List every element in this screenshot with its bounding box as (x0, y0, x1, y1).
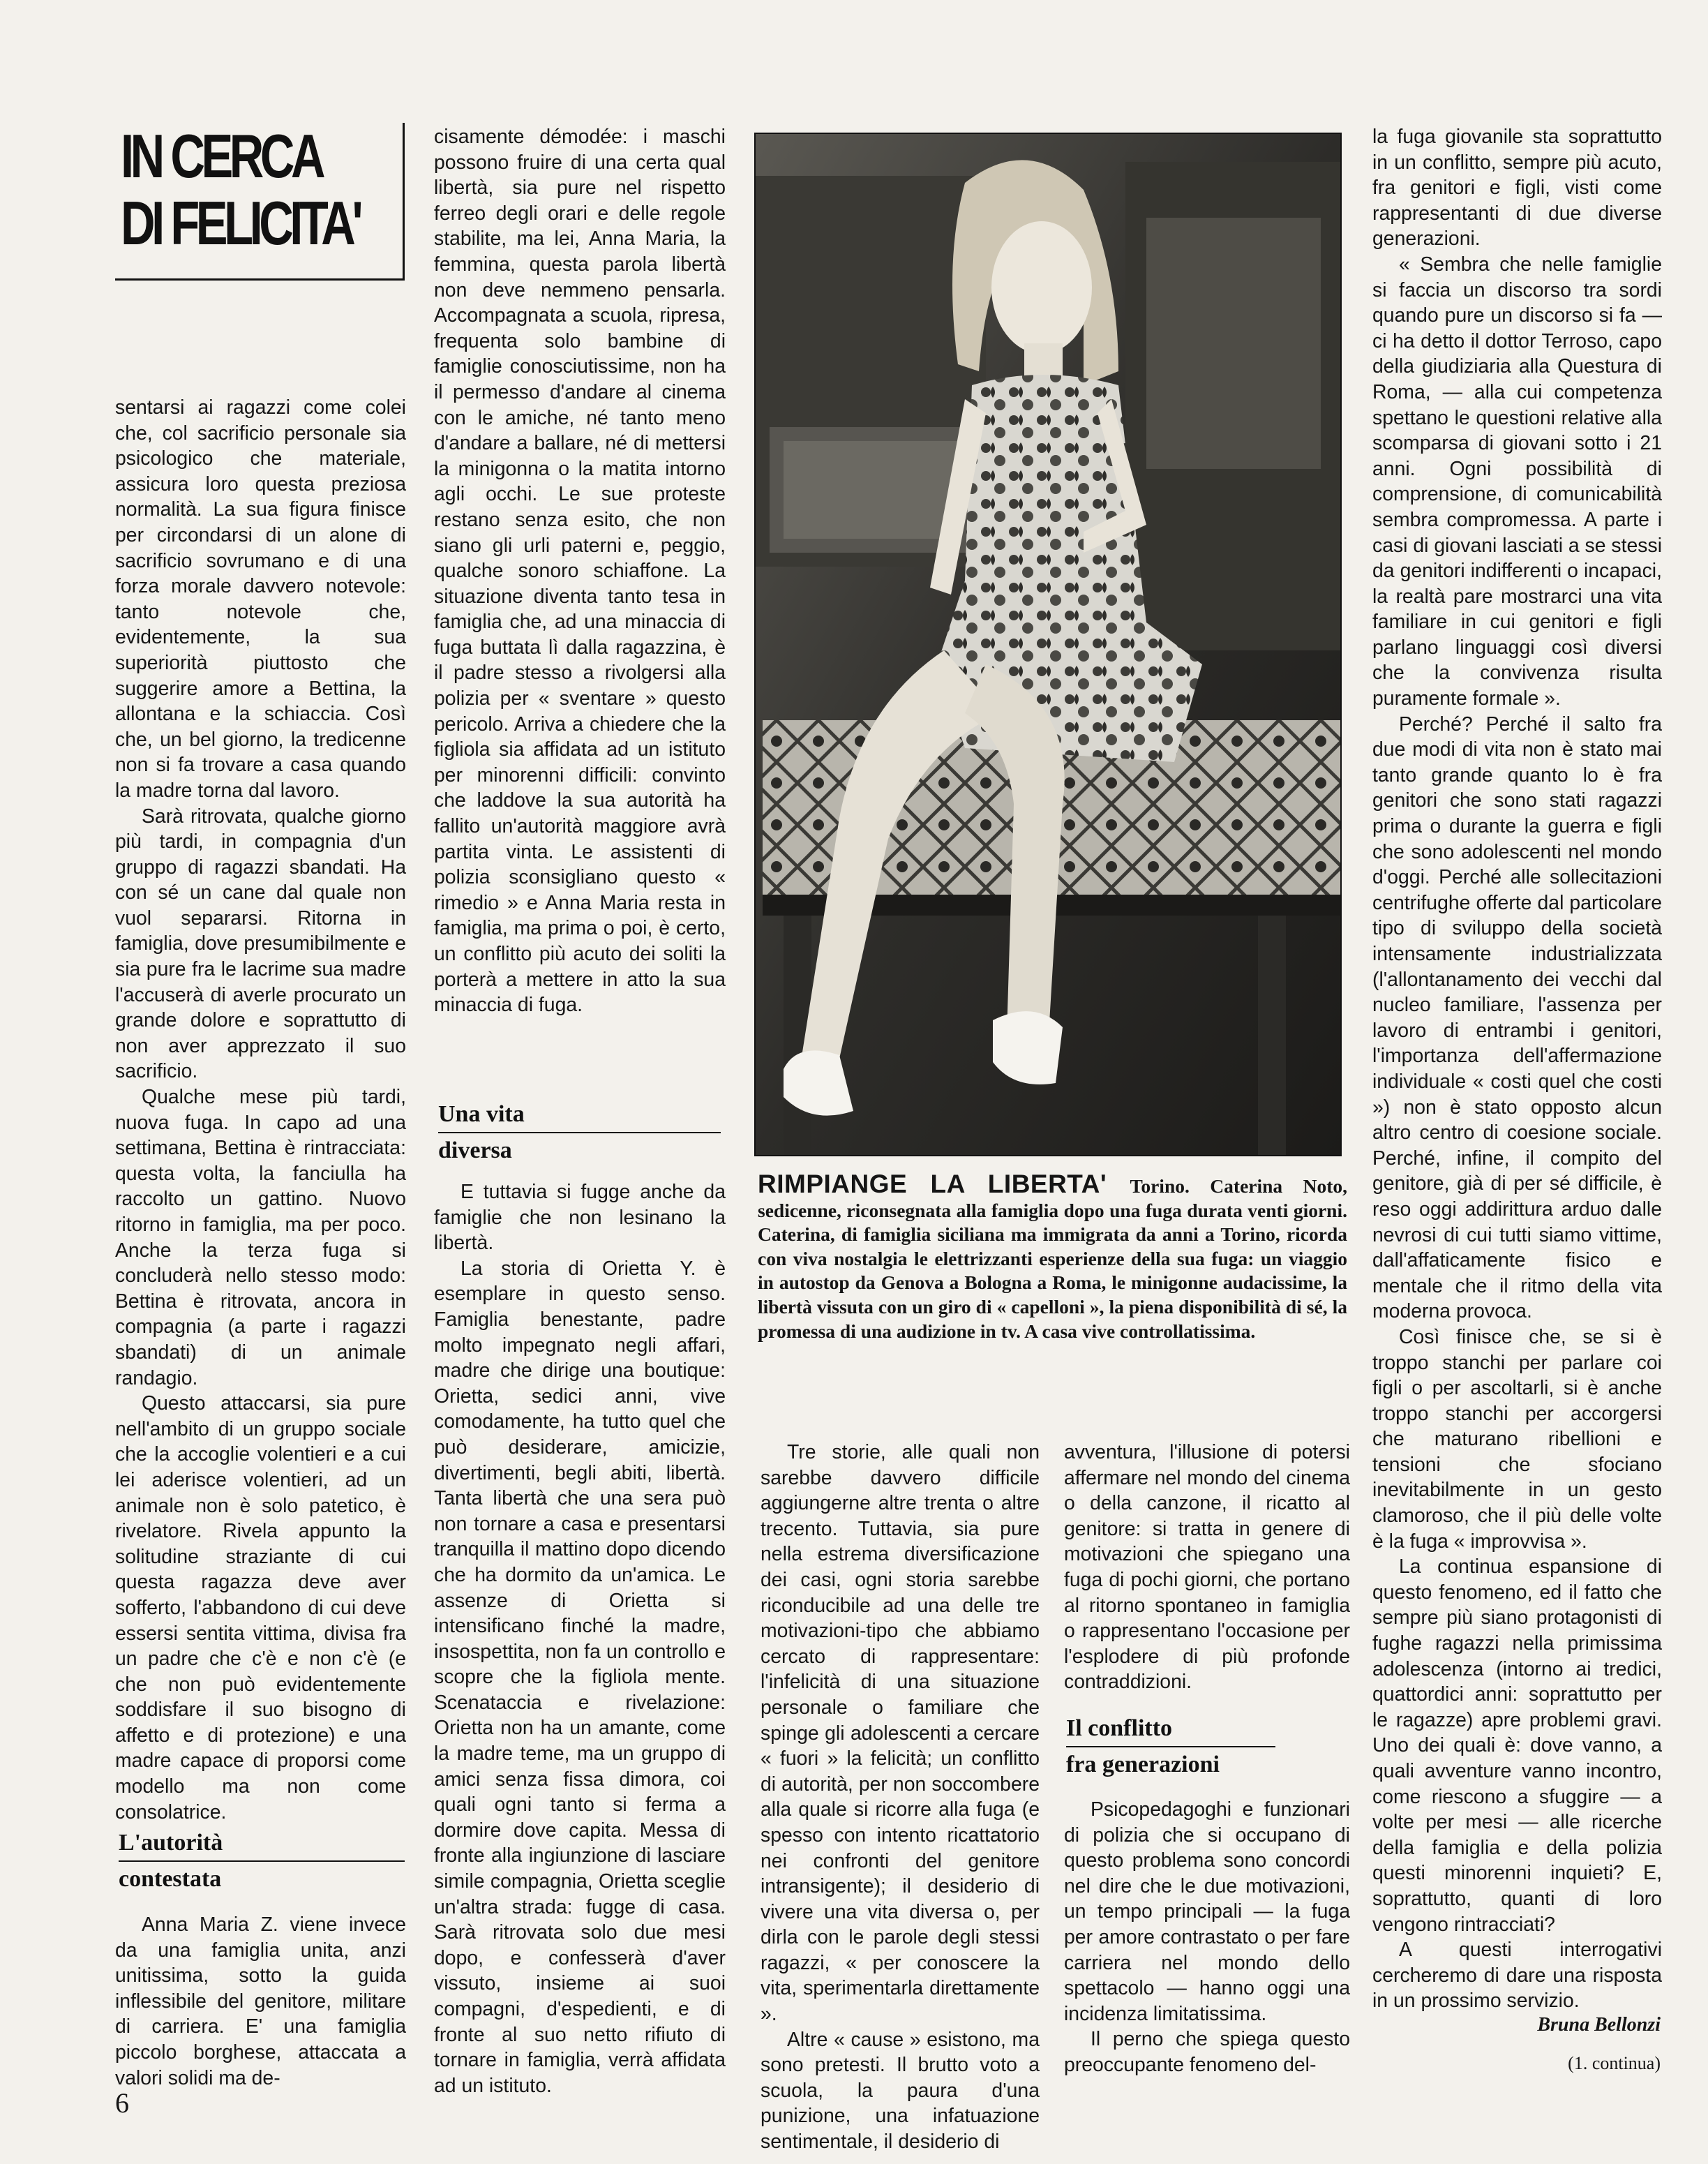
column-1 (115, 395, 406, 1825)
subhead-vita-diversa (438, 1097, 721, 1168)
continua-note: (1. continua) (1568, 2053, 1661, 2073)
col1-paragraph-2: Sarà ritrovata, qualche giorno più tardi, in compagnia d'un gruppo di ragazzi sbandati. Ha con sé un cane dal quale non vuol separarsi. Ritorna in famiglia, dove presumibilmente e sia pure fra le lacrime sua madre l'accuserà di averle procurato un grande dolore e soprattutto di non aver apprezzato il suo sacrificio. (115, 805, 406, 1083)
page-number: 6 (115, 2087, 129, 2119)
col2-paragraph-1: cisamente démodée: i maschi possono fruire di una certa qual libertà, sia pure nel rispetto ferreo degli orari e delle regole stabilite, ma lei, Anna Maria, la femmina, questa parola libertà non deve nemmeno pensarla. Accompagnata a scuola, ripresa, frequenta solo bambine di famiglie conosciutissime, non ha il permesso d'andare al cinema con le amiche, né tanto meno d'andare a ballare, né di mettersi la minigonna o la matita intorno agli occhi. Le sue proteste restano senza esito, che non siano gli urli paterni e, peggio, qualche sonoro schiaffone. La situazione diventa tanto tesa in famiglia che, ad una minaccia di fuga buttata lì dalla ragazzina, è il padre stesso a rivolgersi alla polizia per « sventare » questo pericolo. Arriva a chiedere che la figliola sia affidata ad un istituto per minorenni difficili: convinto che laddove la sua autorità ha fallito un'autorità maggiore avrà partita vinta. Le assistenti di polizia sconsigliano questo « rimedio » e Anna Maria resta in famiglia, ma prima o poi, è certo, un conflitto più acuto dei soliti la porterà a mettere in atto la sua minaccia di fuga. (434, 126, 726, 1017)
title-line-1: IN CERCA (121, 121, 322, 191)
column-4-continued (1064, 1797, 1350, 2078)
col5-paragraph-2: « Sembra che nelle famiglie si faccia un discorso tra sordi quando pure un discorso si fa — ci ha detto il dottor Terroso, capo della giudiziaria alla Questura di Roma, — alla cui competenza spettano le questioni relative alla scomparsa di giovani sotto i 21 anni. Ogni possibilità di comprensione, di comunicabilità sembra compromessa. A parte i casi di giovani lasciati a se stessi da genitori indifferenti o incapaci, la realtà pare mostrarci una vita familiare in cui genitori e figli parlano linguaggi così diversi che la convivenza risulta puramente formale ». (1372, 253, 1663, 710)
column-3 (761, 1440, 1040, 2155)
col5-paragraph-6: A questi interrogativi cercheremo di dare una risposta in un prossimo servizio. (1372, 1939, 1662, 2013)
photo-caterina (754, 133, 1342, 1156)
col4-after-paragraph-2: Il perno che spiega questo preoccupante fenomeno del- (1064, 2028, 1350, 2076)
caption-text: Torino. Caterina Noto, sedicenne, riconsegnata alla famiglia dopo una fuga durata venti giorni. Caterina, di famiglia siciliana ma immigrata da anni a Torino, ricorda con viva nostalgia le elettrizzanti esperienze della sua fuga: un viaggio in autostop da Genova a Bologna a Roma, le minigonne audacissime, la libertà vissuta con un giro di « capelloni », la piena disponibilità di sé, la promessa di una audizione in tv. A casa vive controllatissima. (758, 1175, 1347, 1342)
col3-paragraph-2: Altre « cause » esistono, ma sono pretesti. Il brutto voto a scuola, la paura d'una punizione, una infatuazione sentimentale, il desiderio di (761, 2028, 1040, 2154)
subhead-vita-line-2: diversa (438, 1137, 512, 1163)
subhead-autorita-line-2: contestata (119, 1866, 222, 1892)
title-line-2: DI FELICITA' (121, 188, 360, 258)
subhead-autorita (119, 1826, 405, 1897)
column-1-continued (115, 1912, 406, 2091)
subhead-vita-line-1: Una vita (438, 1097, 721, 1133)
col5-paragraph-4: Così finisce che, se si è troppo stanchi per parlare coi figli o per ascoltarli, si è anche troppo stanchi per accorgersi che maturano ribellioni e tensioni che sfociano inevitabilmente in un gesto clamoroso, che il più delle volte è la fuga « improvvisa ». (1372, 1325, 1662, 1553)
article-title (115, 123, 405, 281)
photo-illustration (756, 134, 1340, 1155)
col4-after-paragraph-1: Psicopedagoghi e funzionari di polizia che si occupano di questo problema sono concordi nel dire che le due motivazioni, un tempo principali — la fuga per amore contrastato o per fare carriera nel mondo dello spettacolo — hanno oggi una incidenza limitatissima. (1064, 1798, 1350, 2025)
col5-paragraph-5: La continua espansione di questo fenomeno, ed il fatto che sempre più siano protagonisti di fughe ragazzi nella primissima adolescenza (intorno ai tredici, quattordici anni: soprattutto per le ragazze) apre problemi gravi. Uno dei quali è: dove vanno, a quali avventure vanno incontro, come riescono a sfuggire — a volte per mesi — alle ricerche della famiglia e della polizia questi minorenni inquieti? E, soprattutto, quanti di loro vengono rintracciati? (1372, 1555, 1662, 1936)
col1-paragraph-3: Qualche mese più tardi, nuova fuga. In capo ad una settimana, Bettina è rintracciata: questa volta, la fanciulla ha raccolto un gattino. Nuovo ritorno in famiglia, ma per poco. Anche la terza fuga si concluderà nello stesso modo: Bettina è ritrovata, ancora in compagnia (a parte i ragazzi sbandati) di un animale randagio. (115, 1086, 406, 1389)
col1-paragraph-1: sentarsi ai ragazzi come colei che, col sacrificio personale sia psicologico che materiale, assicura loro questa preziosa normalità. La sua figura finisce per circondarsi di un alone di sacrificio sovrumano e di una forza morale davvero notevole: tanto notevole che, evidentemente, la sua superiorità piuttosto che suggerire amore a Bettina, la allontana e la schiaccia. Così che, un bel giorno, la tredicenne non si fa trovare a casa quando la madre torna dal lavoro. (115, 396, 406, 802)
subhead-conflitto-line-2: fra generazioni (1066, 1752, 1220, 1777)
col2-after-paragraph-1: E tuttavia si fugge anche da famiglie che non lesinano la libertà. (434, 1181, 726, 1255)
subhead-conflitto (1066, 1711, 1275, 1782)
col4-paragraph-1: avventura, l'illusione di potersi affermare nel mondo del cinema o della canzone, il ricatto al genitore: si tratta in genere di motivazioni che spiegano una fuga di pochi giorni, che portano al ritorno spontaneo in famiglia o rappresentano l'occasione per l'esplodere di più profonde contraddizioni. (1064, 1441, 1350, 1694)
column-4 (1064, 1440, 1350, 1695)
col2-after-paragraph-2: La storia di Orietta Y. è esemplare in questo senso. Famiglia benestante, padre molto impegnato negli affari, madre che dirige una boutique: Orietta, sedici anni, vive comodamente, ha tutto quel che può desiderare, amicizie, divertimenti, begli abiti, libertà. Tanta libertà che una sera può non tornare a casa e presentarsi tranquilla il mattino dopo dicendo che ha dormito da un'amica. Le assenze di Orietta si intensificano finché la madre, insospettita, non fa un controllo e scopre che la figliola mente. Scenataccia e rivelazione: Orietta non ha un amante, come la madre teme, ma un gruppo di amici senza fissa dimora, coi quali ogni tanto si ferma a dormire dove capita. Messa di fronte alla ingiunzione di lasciare simile compagnia, Orietta sceglie un'altra strada: fugge di casa. Sarà ritrovata solo due mesi dopo, e confesserà d'aver vissuto, insieme ai suoi compagni, d'espedienti, e di fronte al suo netto rifiuto di tornare in famiglia, verrà affidata ad un istituto. (434, 1257, 726, 2097)
col1-after-paragraph-1: Anna Maria Z. viene invece da una famiglia unita, anzi unitissima, sotto la guida inflessibile del genitore, militare di carriera. E' una famiglia piccolo borghese, attaccata a valori solidi ma de- (115, 1913, 406, 2089)
col5-paragraph-1: la fuga giovanile sta soprattutto in un conflitto, sempre più acuto, fra genitori e figli, visti come rappresentanti di due diverse generazioni. (1372, 126, 1662, 251)
column-2 (434, 124, 726, 1018)
photo-caption (758, 1172, 1347, 1343)
subhead-conflitto-line-1: Il conflitto (1066, 1711, 1275, 1747)
subhead-autorita-line-1: L'autorità (119, 1826, 405, 1862)
col5-paragraph-3: Perché? Perché il salto fra due modi di vita non è stato mai tanto grande quanto lo è fra genitori che sono stati ragazzi prima o durante la guerra e figli che sono adolescenti nel mondo d'oggi. Perché alle sollecitazioni centrifughe offerte dal particolare tipo di sviluppo della società intensamente industrializzata (l'allontanamento dei vecchi dal nucleo familiare, l'assenza per lavoro di entrambi i genitori, l'importanza dell'affermazione individuale « costi quel che costi ») non è stato opposto alcun altro centro di coesione sociale. Perché, infine, il compito del genitore, già di per sé difficile, è reso oggi addirittura arduo dalle nevrosi di cui tutti siamo vittime, dall'affaticamente fisico e mentale che il ritmo della vita moderna provoca. (1372, 712, 1662, 1323)
column-5 (1372, 124, 1662, 2014)
column-2-continued (434, 1179, 726, 2098)
col3-paragraph-1: Tre storie, alle quali non sarebbe davvero difficile aggiungerne altre trenta o altre trecento. Tuttavia, sia pure nella estrema diversificazione dei casi, ogni storia sarebbe riconducibile ad una delle tre motivazioni-tipo che abbiamo cercato di rappresentare: l'infelicità di una situazione personale o familiare che spinge gli adolescenti a cercare « fuori » la felicità; un conflitto di autorità, per non soccombere alla quale si ricorre alla fuga (e spesso con intento ricattatorio nei confronti del genitore intransigente); il desiderio di vivere una vita diversa o, per dirla con le parole degli stessi ragazzi, « per conoscere la vita, sperimentarla direttamente ». (761, 1441, 1040, 2026)
col1-paragraph-4: Questo attaccarsi, sia pure nell'ambito di un gruppo sociale che la accoglie volentieri e a cui lei aderisce volentieri, ad un animale non è solo patetico, è rivelatore. Rivela appunto la solitudine straziante di cui questa ragazza deve aver sofferto, l'abbandono di cui deve essersi sentita vittima, divisa fra un padre che c'è e non c'è (e che non può evidentemente soddisfare il suo bisogno di affetto e di protezione) e una madre capace di proporsi come modello ma non come consolatrice. (115, 1392, 406, 1823)
caption-head: RIMPIANGE LA LIBERTA' (758, 1170, 1130, 1198)
author-signature: Bruna Bellonzi (1537, 2014, 1661, 2036)
